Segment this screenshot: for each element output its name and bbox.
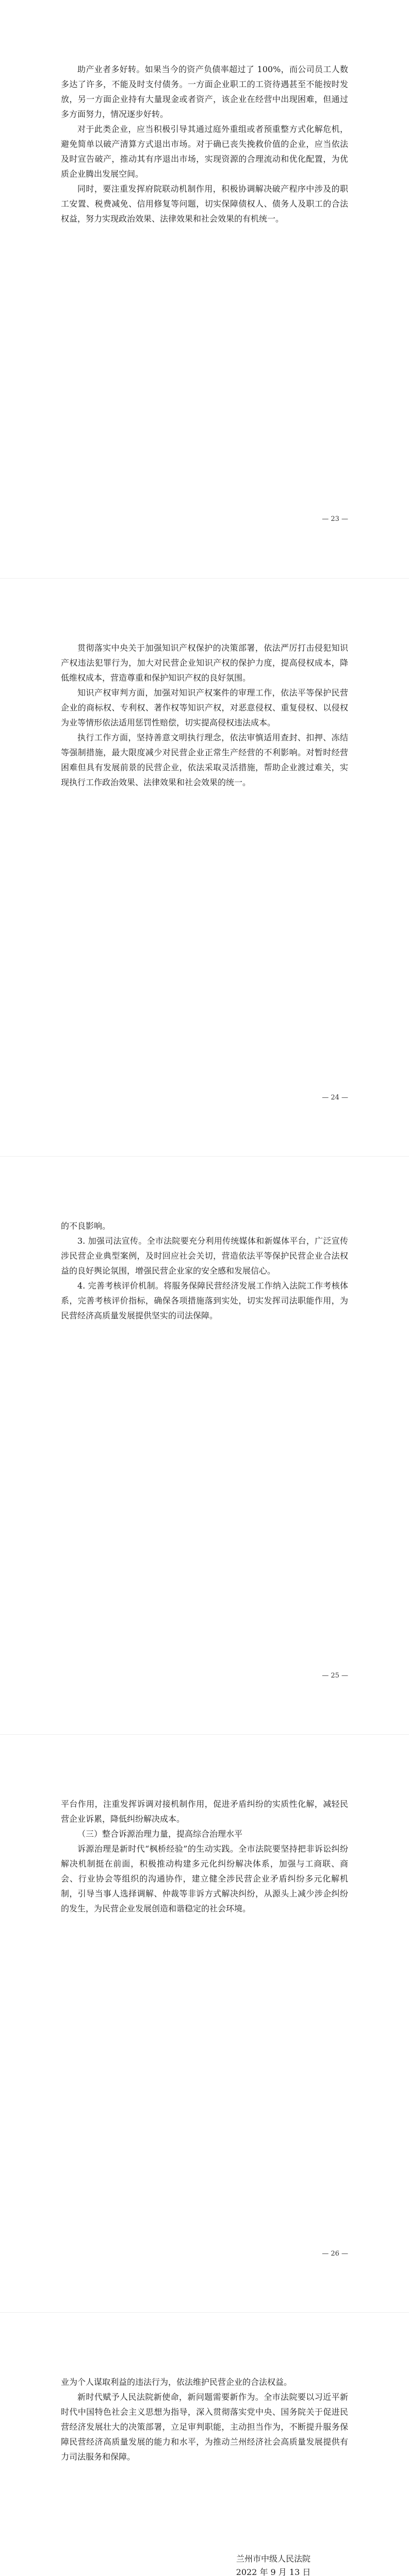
document-page-5 xyxy=(0,2312,409,2576)
document-page-1 xyxy=(0,0,409,578)
section-heading: （三）整合诉源治理力量，提高综合治理水平 xyxy=(77,1829,243,1839)
document-page-4 xyxy=(0,1734,409,2312)
paragraph: 同时，要注重发挥府院联动机制作用，积极协调解决破产程序中涉及的职工安置、税费减免、信用修复等问题，切实保障债权人、债务人及职工的合法权益，努力实现政治效果、法律效果和社会效果的有机统一。 xyxy=(61,184,348,224)
page-number: — 23 — xyxy=(322,515,348,523)
page-1-body xyxy=(61,62,348,226)
paragraph: 4. 完善考核评价机制。将服务保障民营经济发展工作纳入法院工作考核体系，完善考核评价指标，确保各项措施落到实处，切实发挥司法职能作用，为民营经济高质量发展提供坚实的司法保障。 xyxy=(61,1281,348,1320)
paragraph: 对于此类企业，应当积极引导其通过庭外重组或者预重整方式化解危机，避免简单以破产清算方式退出市场。对于确已丧失挽救价值的企业，应当依法及时宣告破产，推动其有序退出市场，实现资源的合理流动和优化配置，为优质企业腾出发展空间。 xyxy=(61,124,348,179)
document-page-3 xyxy=(0,1156,409,1734)
document-page-2 xyxy=(0,578,409,1156)
page-number: — 25 — xyxy=(322,1672,348,1680)
paragraph-continuation: 的不良影响。 xyxy=(61,1221,111,1231)
paragraph: 助产业者多好转。如果当今的资产负债率超过了 100%，而公司员工人数多达了许多，不能及时支付债务。一方面企业职工的工资待遇甚至不能按时发放，另一方面企业持有大量现金或者资产，该企业在经营中出现困难，但通过多方面努力，情况逐步好转。 xyxy=(61,64,348,119)
page-3-body xyxy=(61,1218,348,1323)
page-2-body xyxy=(61,640,348,790)
paragraph-continuation: 业为个人谋取利益的违法行为，依法维护民营企业的合法权益。 xyxy=(61,2377,292,2387)
paragraph: 新时代赋予人民法院新使命，新问题需要新作为。全市法院要以习近平新时代中国特色社会主义思想为指导，深入贯彻落实党中央、国务院关于促进民营经济发展壮大的决策部署，立足审判职能，主动担当作为，不断提升服务保障民营经济高质量发展的能力和水平，为推动兰州经济社会高质量发展提供有力司法服务和保障。 xyxy=(61,2392,348,2462)
paragraph-continuation: 平台作用，注重发挥诉调对接机制作用，促进矛盾纠纷的实质性化解，减轻民营企业诉累，降低纠纷解决成本。 xyxy=(61,1799,348,1824)
signature-court: 兰州市中级人民法院 xyxy=(236,2554,310,2564)
paragraph: 诉源治理是新时代“枫桥经验”的生动实践。全市法院要坚持把非诉讼纠纷解决机制挺在前面，积极推动构建多元化纠纷解决体系，加强与工商联、商会、行业协会等组织的沟通协作，建立健全涉民营企业矛盾纠纷多元化解机制，引导当事人选择调解、仲裁等非诉方式解决纠纷，从源头上减少涉企纠纷的发生，为民营企业发展创造和谐稳定的社会环境。 xyxy=(61,1844,348,1913)
page-number: — 26 — xyxy=(322,2250,348,2258)
page-5-body xyxy=(61,2375,348,2464)
paragraph: 执行工作方面，坚持善意文明执行理念，依法审慎适用查封、扣押、冻结等强制措施，最大限度减少对民营企业正常生产经营的不利影响。对暂时经营困难但具有发展前景的民营企业，依法采取灵活措施，帮助企业渡过难关，实现执行工作政治效果、法律效果和社会效果的统一。 xyxy=(61,733,348,787)
page-number: — 24 — xyxy=(322,1094,348,1101)
paragraph: 贯彻落实中央关于加强知识产权保护的决策部署，依法严厉打击侵犯知识产权违法犯罪行为，加大对民营企业知识产权的保护力度，提高侵权成本，降低维权成本，营造尊重和保护知识产权的良好氛围。 xyxy=(61,643,348,683)
signature-date: 2022 年 9 月 13 日 xyxy=(236,2567,311,2576)
page-4-body xyxy=(61,1797,348,1916)
paragraph: 3. 加强司法宣传。全市法院要充分利用传统媒体和新媒体平台，广泛宣传涉民营企业典型案例，及时回应社会关切，营造依法平等保护民营企业合法权益的良好舆论氛围，增强民营企业家的安全感和发展信心。 xyxy=(61,1236,348,1276)
paragraph: 知识产权审判方面，加强对知识产权案件的审理工作，依法平等保护民营企业的商标权、专利权、著作权等知识产权，对恶意侵权、重复侵权、以侵权为业等情形依法适用惩罚性赔偿，切实提高侵权违法成本。 xyxy=(61,688,348,727)
